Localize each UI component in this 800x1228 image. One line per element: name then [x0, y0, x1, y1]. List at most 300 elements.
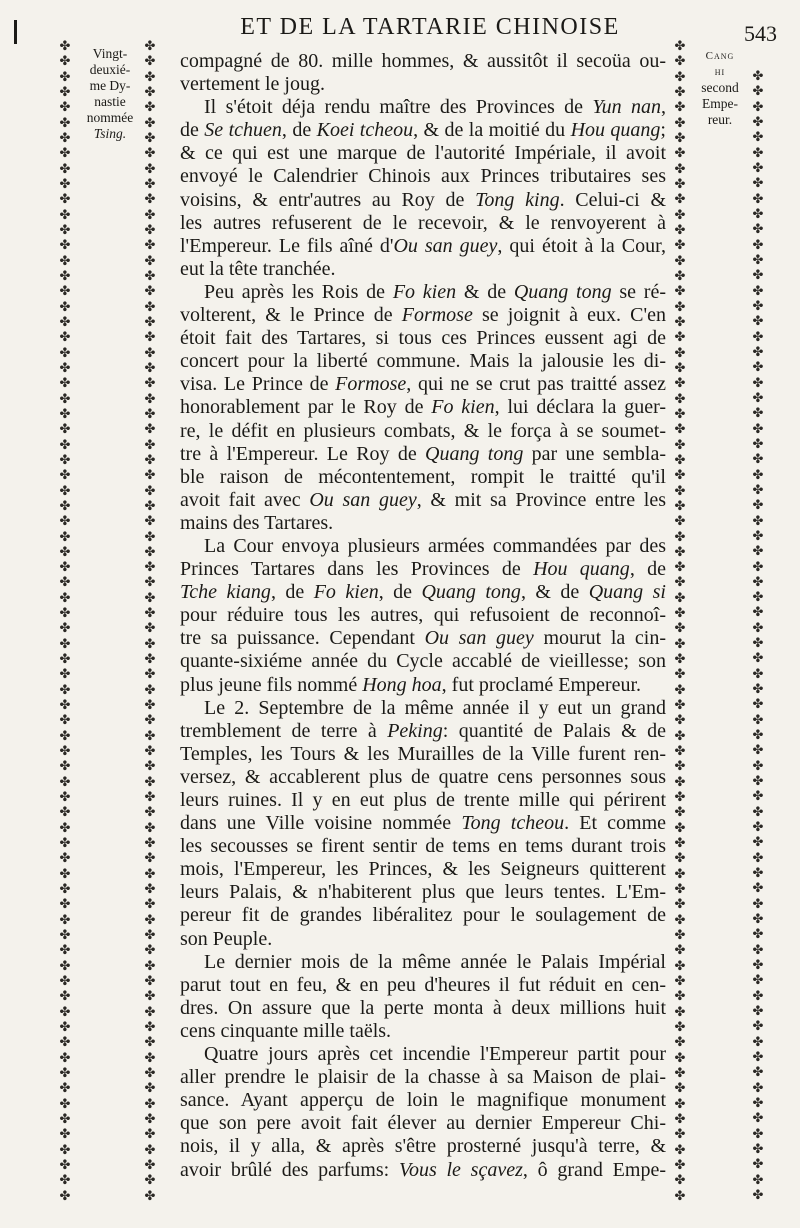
- ornament-column-right-outer: [748, 70, 768, 1204]
- fleuron-ornament: ✤: [144, 636, 156, 652]
- fleuron-ornament: ✤: [144, 1173, 156, 1189]
- fleuron-ornament: ✤: [59, 805, 71, 821]
- fleuron-ornament: ✤: [59, 713, 71, 729]
- fleuron-ornament: ✤: [674, 360, 686, 376]
- fleuron-ornament: ✤: [144, 314, 156, 330]
- fleuron-ornament: ✤: [674, 544, 686, 560]
- fleuron-ornament: ✤: [674, 1081, 686, 1097]
- fleuron-ornament: ✤: [674, 805, 686, 821]
- fleuron-ornament: ✤: [59, 360, 71, 376]
- fleuron-ornament: ✤: [752, 1111, 764, 1127]
- fleuron-ornament: ✤: [674, 1157, 686, 1173]
- text-line: tre sa puissance. Cependant Ou san guey mourut la cin-: [180, 627, 666, 650]
- fleuron-ornament: ✤: [674, 406, 686, 422]
- fleuron-ornament: ✤: [144, 974, 156, 990]
- fleuron-ornament: ✤: [752, 942, 764, 958]
- fleuron-ornament: ✤: [752, 1050, 764, 1065]
- fleuron-ornament: ✤: [674, 590, 686, 606]
- fleuron-ornament: ✤: [752, 69, 764, 84]
- fleuron-ornament: ✤: [144, 713, 156, 729]
- fleuron-ornament: ✤: [59, 866, 71, 882]
- text-line: avoir brûlé des parfums: Vous le sçavez, ô grand Empe-: [180, 1158, 666, 1181]
- fleuron-ornament: ✤: [144, 698, 156, 714]
- fleuron-ornament: ✤: [674, 268, 686, 284]
- fleuron-ornament: ✤: [752, 191, 764, 207]
- fleuron-ornament: ✤: [674, 560, 686, 576]
- text-line: plus jeune fils nommé Hong hoa, fut proclamé Empereur.: [180, 673, 642, 696]
- text-line: Princes Tartares dans les Provinces de Hou quang, de: [180, 558, 666, 581]
- fleuron-ornament: ✤: [144, 1065, 156, 1081]
- ornament-column-left-outer: [55, 40, 75, 1204]
- fleuron-ornament: ✤: [59, 912, 71, 928]
- margin-note-line: deuxié-: [89, 62, 131, 77]
- fleuron-ornament: ✤: [59, 882, 71, 898]
- fleuron-ornament: ✤: [144, 207, 156, 223]
- fleuron-ornament: ✤: [752, 1065, 764, 1081]
- fleuron-ornament: ✤: [674, 897, 686, 913]
- text-line: tremblement de terre à Peking: quantité de Palais & de: [180, 719, 666, 742]
- text-line: honorablement par le Roy de Fo kien, lui déclara la guer-: [180, 396, 666, 419]
- ornament-column-right-inner: [670, 40, 690, 1204]
- fleuron-ornament: ✤: [144, 299, 156, 315]
- margin-note-line: me Dy-: [89, 78, 131, 93]
- fleuron-ornament: ✤: [674, 84, 686, 100]
- fleuron-ornament: ✤: [674, 1127, 686, 1143]
- fleuron-ornament: ✤: [144, 820, 156, 836]
- fleuron-ornament: ✤: [674, 790, 686, 806]
- fleuron-ornament: ✤: [752, 452, 764, 468]
- text-line: étoit fait des Tartares, si tous ces Princes eussent agi de: [180, 327, 666, 350]
- fleuron-ornament: ✤: [59, 146, 71, 162]
- text-line: quante-sixiéme année du Cycle accablé de vieillesse; son: [180, 650, 666, 673]
- fleuron-ornament: ✤: [752, 774, 764, 790]
- fleuron-ornament: ✤: [59, 667, 71, 683]
- fleuron-ornament: ✤: [144, 667, 156, 683]
- page-number: 543: [744, 21, 777, 46]
- fleuron-ornament: ✤: [144, 345, 156, 361]
- fleuron-ornament: ✤: [59, 560, 71, 576]
- fleuron-ornament: ✤: [59, 1081, 71, 1097]
- text-line: vertement le joug.: [180, 73, 325, 96]
- fleuron-ornament: ✤: [144, 851, 156, 867]
- fleuron-ornament: ✤: [752, 1141, 764, 1157]
- fleuron-ornament: ✤: [674, 314, 686, 330]
- fleuron-ornament: ✤: [144, 284, 156, 300]
- fleuron-ornament: ✤: [752, 390, 764, 406]
- fleuron-ornament: ✤: [59, 1065, 71, 1081]
- fleuron-ornament: ✤: [674, 529, 686, 545]
- fleuron-ornament: ✤: [752, 620, 764, 636]
- fleuron-ornament: ✤: [144, 575, 156, 591]
- text-line: dres. On assure que la perte monta à deux millions huit: [180, 996, 666, 1019]
- fleuron-ornament: ✤: [144, 1157, 156, 1173]
- fleuron-ornament: ✤: [59, 176, 71, 192]
- fleuron-ornament: ✤: [144, 836, 156, 852]
- fleuron-ornament: ✤: [144, 728, 156, 744]
- fleuron-ornament: ✤: [752, 329, 764, 345]
- fleuron-ornament: ✤: [144, 1035, 156, 1051]
- ornament-column-left-inner: [140, 40, 160, 1204]
- text-line: mois, l'Empereur, les Princes, & les Seigneurs quitterent: [180, 858, 666, 881]
- fleuron-ornament: ✤: [144, 39, 156, 54]
- text-line: envoyé le Calendrier Chinois aux Princes tributaires ses: [180, 165, 666, 188]
- text-line: les secousses se firent sentir de tems en tems durant trois: [180, 835, 666, 858]
- fleuron-ornament: ✤: [674, 468, 686, 484]
- fleuron-ornament: ✤: [674, 330, 686, 346]
- fleuron-ornament: ✤: [752, 1126, 764, 1142]
- fleuron-ornament: ✤: [752, 160, 764, 176]
- fleuron-ornament: ✤: [674, 452, 686, 468]
- fleuron-ornament: ✤: [752, 958, 764, 974]
- fleuron-ornament: ✤: [674, 1020, 686, 1035]
- fleuron-ornament: ✤: [144, 621, 156, 637]
- fleuron-ornament: ✤: [752, 360, 764, 376]
- fleuron-ornament: ✤: [752, 605, 764, 621]
- fleuron-ornament: ✤: [59, 636, 71, 652]
- fleuron-ornament: ✤: [59, 330, 71, 346]
- fleuron-ornament: ✤: [674, 928, 686, 944]
- fleuron-ornament: ✤: [674, 345, 686, 361]
- fleuron-ornament: ✤: [59, 606, 71, 622]
- fleuron-ornament: ✤: [752, 666, 764, 682]
- text-line: re, le défit en plusieurs combats, & le força à se soumet-: [180, 419, 666, 442]
- fleuron-ornament: ✤: [674, 284, 686, 300]
- fleuron-ornament: ✤: [59, 376, 71, 392]
- fleuron-ornament: ✤: [144, 1004, 156, 1020]
- margin-note-line: nommée: [86, 110, 134, 125]
- fleuron-ornament: ✤: [752, 820, 764, 836]
- fleuron-ornament: ✤: [59, 1050, 71, 1066]
- fleuron-ornament: ✤: [144, 483, 156, 499]
- fleuron-ornament: ✤: [674, 713, 686, 729]
- fleuron-ornament: ✤: [59, 69, 71, 85]
- fleuron-ornament: ✤: [59, 314, 71, 330]
- fleuron-ornament: ✤: [674, 698, 686, 714]
- fleuron-ornament: ✤: [59, 299, 71, 315]
- fleuron-ornament: ✤: [674, 498, 686, 514]
- fleuron-ornament: ✤: [674, 39, 686, 54]
- fleuron-ornament: ✤: [752, 927, 764, 943]
- fleuron-ornament: ✤: [674, 682, 686, 698]
- fleuron-ornament: ✤: [674, 882, 686, 898]
- fleuron-ornament: ✤: [59, 84, 71, 100]
- fleuron-ornament: ✤: [674, 192, 686, 208]
- fleuron-ornament: ✤: [752, 84, 764, 100]
- text-line: nois, il y alla, & après s'être prosterné jusqu'à terre, &: [180, 1135, 666, 1158]
- fleuron-ornament: ✤: [752, 988, 764, 1004]
- fleuron-ornament: ✤: [59, 575, 71, 591]
- fleuron-ornament: ✤: [752, 467, 764, 483]
- fleuron-ornament: ✤: [752, 758, 764, 774]
- fleuron-ornament: ✤: [59, 498, 71, 514]
- text-line: dans une Ville voisine nommée Tong tcheou. Et comme: [180, 812, 667, 835]
- fleuron-ornament: ✤: [59, 238, 71, 254]
- fleuron-ornament: ✤: [59, 406, 71, 422]
- fleuron-ornament: ✤: [674, 1188, 686, 1204]
- fleuron-ornament: ✤: [59, 39, 71, 54]
- fleuron-ornament: ✤: [674, 774, 686, 790]
- fleuron-ornament: ✤: [674, 176, 686, 192]
- fleuron-ornament: ✤: [144, 1096, 156, 1112]
- fleuron-ornament: ✤: [59, 974, 71, 990]
- fleuron-ornament: ✤: [59, 1173, 71, 1189]
- fleuron-ornament: ✤: [144, 222, 156, 238]
- fleuron-ornament: ✤: [752, 804, 764, 820]
- text-line: & ce qui est une marque de l'autorité Impériale, il avoit: [180, 142, 666, 165]
- fleuron-ornament: ✤: [59, 958, 71, 974]
- fleuron-ornament: ✤: [144, 744, 156, 760]
- fleuron-ornament: ✤: [752, 835, 764, 851]
- fleuron-ornament: ✤: [752, 912, 764, 928]
- fleuron-ornament: ✤: [59, 437, 71, 453]
- fleuron-ornament: ✤: [674, 238, 686, 254]
- fleuron-ornament: ✤: [144, 928, 156, 944]
- fleuron-ornament: ✤: [144, 958, 156, 974]
- fleuron-ornament: ✤: [144, 452, 156, 468]
- fleuron-ornament: ✤: [59, 943, 71, 959]
- fleuron-ornament: ✤: [144, 422, 156, 438]
- fleuron-ornament: ✤: [59, 744, 71, 760]
- fleuron-ornament: ✤: [752, 850, 764, 866]
- fleuron-ornament: ✤: [144, 376, 156, 392]
- fleuron-ornament: ✤: [144, 268, 156, 284]
- fleuron-ornament: ✤: [752, 866, 764, 882]
- fleuron-ornament: ✤: [144, 1111, 156, 1127]
- fleuron-ornament: ✤: [674, 989, 686, 1005]
- fleuron-ornament: ✤: [752, 145, 764, 161]
- fleuron-ornament: ✤: [752, 513, 764, 529]
- fleuron-ornament: ✤: [752, 1172, 764, 1188]
- fleuron-ornament: ✤: [59, 698, 71, 714]
- fleuron-ornament: ✤: [144, 652, 156, 668]
- fleuron-ornament: ✤: [59, 514, 71, 530]
- fleuron-ornament: ✤: [752, 544, 764, 560]
- fleuron-ornament: ✤: [674, 1065, 686, 1081]
- fleuron-ornament: ✤: [674, 1173, 686, 1189]
- fleuron-ornament: ✤: [674, 391, 686, 407]
- fleuron-ornament: ✤: [674, 54, 686, 70]
- fleuron-ornament: ✤: [674, 161, 686, 177]
- fleuron-ornament: ✤: [674, 1004, 686, 1020]
- text-line: pereur fit de grandes libéralitez pour le soulagement de: [180, 904, 666, 927]
- fleuron-ornament: ✤: [144, 84, 156, 100]
- fleuron-ornament: ✤: [674, 866, 686, 882]
- fleuron-ornament: ✤: [674, 759, 686, 775]
- text-line: Peu après les Rois de Fo kien & de Quang tong se ré-: [204, 280, 666, 303]
- fleuron-ornament: ✤: [674, 912, 686, 928]
- text-line: La Cour envoya plusieurs armées commandées par des: [204, 534, 666, 557]
- fleuron-ornament: ✤: [144, 115, 156, 131]
- fleuron-ornament: ✤: [144, 253, 156, 269]
- fleuron-ornament: ✤: [59, 100, 71, 116]
- fleuron-ornament: ✤: [752, 498, 764, 514]
- fleuron-ornament: ✤: [752, 574, 764, 590]
- fleuron-ornament: ✤: [144, 943, 156, 959]
- fleuron-ornament: ✤: [674, 222, 686, 238]
- fleuron-ornament: ✤: [752, 789, 764, 805]
- fleuron-ornament: ✤: [144, 866, 156, 882]
- margin-note-line: Tsing.: [93, 126, 127, 141]
- fleuron-ornament: ✤: [59, 851, 71, 867]
- text-line: versez, & accablerent plus de quatre cens personnes sous: [180, 765, 666, 788]
- margin-note-line: Vingt-: [92, 46, 128, 61]
- fleuron-ornament: ✤: [752, 252, 764, 268]
- fleuron-ornament: ✤: [144, 606, 156, 622]
- text-line: pour réduire tous les autres, qui refusoient de reconnoî-: [180, 604, 666, 627]
- fleuron-ornament: ✤: [59, 836, 71, 852]
- fleuron-ornament: ✤: [59, 452, 71, 468]
- text-line: mains des Tartares.: [180, 511, 334, 534]
- fleuron-ornament: ✤: [144, 1050, 156, 1066]
- fleuron-ornament: ✤: [144, 544, 156, 560]
- margin-note-line: second: [701, 80, 739, 95]
- fleuron-ornament: ✤: [752, 268, 764, 284]
- fleuron-ornament: ✤: [59, 652, 71, 668]
- fleuron-ornament: ✤: [144, 468, 156, 484]
- fleuron-ornament: ✤: [752, 406, 764, 422]
- fleuron-ornament: ✤: [144, 790, 156, 806]
- fleuron-ornament: ✤: [752, 697, 764, 713]
- fleuron-ornament: ✤: [144, 590, 156, 606]
- fleuron-ornament: ✤: [59, 115, 71, 131]
- text-line: avoit fait avec Ou san guey, & mit sa Province entre les: [180, 488, 666, 511]
- fleuron-ornament: ✤: [144, 1142, 156, 1158]
- fleuron-ornament: ✤: [59, 161, 71, 177]
- fleuron-ornament: ✤: [752, 1034, 764, 1050]
- fleuron-ornament: ✤: [144, 406, 156, 422]
- fleuron-ornament: ✤: [752, 881, 764, 897]
- fleuron-ornament: ✤: [144, 514, 156, 530]
- fleuron-ornament: ✤: [59, 590, 71, 606]
- fleuron-ornament: ✤: [752, 314, 764, 330]
- fleuron-ornament: ✤: [59, 928, 71, 944]
- fleuron-ornament: ✤: [752, 559, 764, 575]
- fleuron-ornament: ✤: [144, 437, 156, 453]
- text-line: Le dernier mois de la même année le Palais Impérial: [204, 950, 666, 973]
- fleuron-ornament: ✤: [752, 590, 764, 606]
- fleuron-ornament: ✤: [59, 1127, 71, 1143]
- fleuron-ornament: ✤: [752, 222, 764, 238]
- fleuron-ornament: ✤: [144, 682, 156, 698]
- page-edge-mark: [14, 20, 17, 44]
- fleuron-ornament: ✤: [752, 99, 764, 115]
- fleuron-ornament: ✤: [59, 422, 71, 438]
- fleuron-ornament: ✤: [59, 268, 71, 284]
- fleuron-ornament: ✤: [674, 958, 686, 974]
- fleuron-ornament: ✤: [59, 1035, 71, 1051]
- fleuron-ornament: ✤: [59, 391, 71, 407]
- fleuron-ornament: ✤: [144, 912, 156, 928]
- text-line: tre à l'Empereur. Le Roy de Quang tong par une sembla-: [180, 442, 667, 465]
- fleuron-ornament: ✤: [752, 896, 764, 912]
- fleuron-ornament: ✤: [674, 207, 686, 223]
- fleuron-ornament: ✤: [674, 146, 686, 162]
- text-line: parut tout en feu, & en peu d'heures il fut réduit en cen-: [180, 973, 666, 996]
- fleuron-ornament: ✤: [59, 192, 71, 208]
- fleuron-ornament: ✤: [59, 759, 71, 775]
- fleuron-ornament: ✤: [144, 360, 156, 376]
- fleuron-ornament: ✤: [674, 483, 686, 499]
- running-head: ET DE LA TARTARIE CHINOISE: [240, 14, 620, 40]
- fleuron-ornament: ✤: [752, 682, 764, 698]
- fleuron-ornament: ✤: [752, 206, 764, 222]
- text-line: Quatre jours après cet incendie l'Empereur partit pour: [204, 1043, 666, 1066]
- text-line: leurs ruines. Il y en eut plus de trente mille qui périrent: [180, 789, 666, 811]
- fleuron-ornament: ✤: [59, 130, 71, 146]
- fleuron-ornament: ✤: [674, 253, 686, 269]
- fleuron-ornament: ✤: [674, 69, 686, 85]
- margin-note-line: nastie: [94, 94, 126, 109]
- fleuron-ornament: ✤: [674, 621, 686, 637]
- fleuron-ornament: ✤: [144, 774, 156, 790]
- fleuron-ornament: ✤: [59, 544, 71, 560]
- fleuron-ornament: ✤: [752, 528, 764, 544]
- text-line: Temples, les Tours & les Murailles de la Ville furent ren-: [180, 742, 666, 765]
- margin-note-emperor: [690, 48, 750, 128]
- body-text: [180, 50, 666, 1182]
- fleuron-ornament: ✤: [144, 805, 156, 821]
- fleuron-ornament: ✤: [674, 115, 686, 131]
- fleuron-ornament: ✤: [674, 514, 686, 530]
- fleuron-ornament: ✤: [752, 1080, 764, 1096]
- fleuron-ornament: ✤: [144, 1020, 156, 1035]
- fleuron-ornament: ✤: [59, 774, 71, 790]
- fleuron-ornament: ✤: [144, 498, 156, 514]
- fleuron-ornament: ✤: [752, 1187, 764, 1203]
- text-line: voisins, & entr'autres au Roy de Tong king. Celui-ci &: [180, 188, 667, 211]
- fleuron-ornament: ✤: [144, 560, 156, 576]
- fleuron-ornament: ✤: [59, 483, 71, 499]
- fleuron-ornament: ✤: [674, 667, 686, 683]
- fleuron-ornament: ✤: [59, 1096, 71, 1112]
- fleuron-ornament: ✤: [144, 100, 156, 116]
- text-line: compagné de 80. mille hommes, & aussitôt il secoüa ou-: [180, 50, 666, 72]
- fleuron-ornament: ✤: [752, 743, 764, 759]
- fleuron-ornament: ✤: [752, 1004, 764, 1020]
- fleuron-ornament: ✤: [59, 989, 71, 1005]
- fleuron-ornament: ✤: [752, 651, 764, 667]
- fleuron-ornament: ✤: [59, 1111, 71, 1127]
- fleuron-ornament: ✤: [144, 69, 156, 85]
- fleuron-ornament: ✤: [59, 820, 71, 836]
- fleuron-ornament: ✤: [674, 652, 686, 668]
- fleuron-ornament: ✤: [59, 1020, 71, 1035]
- text-line: sance. Ayant apperçu de loin le magnifique monument: [180, 1089, 666, 1112]
- fleuron-ornament: ✤: [144, 330, 156, 346]
- margin-note-line: reur.: [707, 112, 733, 127]
- fleuron-ornament: ✤: [144, 238, 156, 254]
- fleuron-ornament: ✤: [752, 728, 764, 744]
- fleuron-ornament: ✤: [144, 130, 156, 146]
- margin-note-line: hi: [714, 66, 726, 78]
- fleuron-ornament: ✤: [674, 1050, 686, 1066]
- fleuron-ornament: ✤: [144, 759, 156, 775]
- text-line: Le 2. Septembre de la même année il y eut un grand: [204, 696, 666, 719]
- fleuron-ornament: ✤: [59, 207, 71, 223]
- fleuron-ornament: ✤: [59, 897, 71, 913]
- margin-note-line: Empe-: [702, 96, 738, 111]
- text-line: cens cinquante mille taëls.: [180, 1019, 392, 1042]
- fleuron-ornament: ✤: [674, 437, 686, 453]
- fleuron-ornament: ✤: [752, 1095, 764, 1111]
- fleuron-ornament: ✤: [59, 222, 71, 238]
- fleuron-ornament: ✤: [674, 1096, 686, 1112]
- fleuron-ornament: ✤: [59, 1004, 71, 1020]
- fleuron-ornament: ✤: [674, 575, 686, 591]
- text-line: Tche kiang, de Fo kien, de Quang tong, & de Quang si: [180, 581, 666, 604]
- fleuron-ornament: ✤: [144, 897, 156, 913]
- fleuron-ornament: ✤: [144, 1188, 156, 1204]
